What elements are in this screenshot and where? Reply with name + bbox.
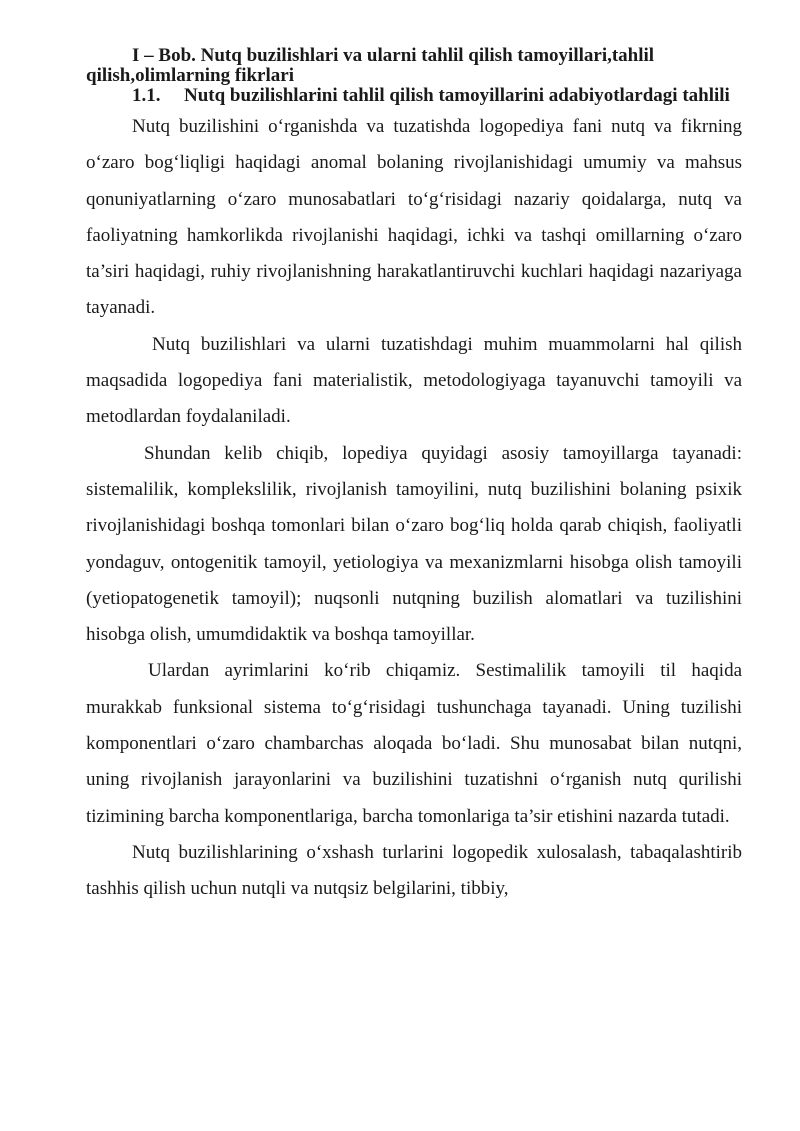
paragraph-2: Nutq buzilishlari va ularni tuzatishdagi muhim muammolarni hal qilish maqsadida logopediya fani materialistik, metodologiyaga tayanuvchi tamoyili va metodlardan foydalaniladi. — [86, 333, 742, 428]
document-page — [86, 46, 742, 908]
section-number: 1.1. — [132, 85, 161, 106]
paragraph-4: Ulardan ayrimlarini ko‘rib chiqamiz. Sestimalilik tamoyili til haqida murakkab funksional sistema to‘g‘risidagi tushunchaga tayanadi. Uning tuzilishi komponentlari o‘zaro chambarchas aloqada bo‘ladi. Shu munosabat bilan nutqni, uning rivojlanish jarayonlarini va buzilishini tuzatishni o‘rganish nutq qurilishi tizimining barcha komponentlariga, barcha tomonlariga ta’sir etishini nazarda tutadi. — [86, 660, 742, 827]
section-title: Nutq buzilishlarini tahlil qilish tamoyillarini adabiyotlardagi tahlili — [184, 85, 730, 106]
paragraph-3: Shundan kelib chiqib, lopediya quyidagi asosiy tamoyillarga tayanadi: sistemalilik, komplekslilik, rivojlanish tamoyilini, nutq buzilishini bolaning psixik rivojlanishidagi boshqa tomonlari bilan o‘zaro bog‘liq holda qarab chiqish, faoliyatli yondaguv, ontogenitik tamoyil, yetiologiya va mexanizmlarni hisobga olish tamoyili (yetiopatogenetik tamoyil); nuqsonli nutqning buzilish alomatlari va tuzilishini hisobga olish, umumdidaktik va boshqa tamoyillar. — [86, 442, 742, 646]
paragraph-1: Nutq buzilishini o‘rganishda va tuzatishda logopediya fani nutq va fikrning o‘zaro bog‘liqligi haqidagi anomal bolaning rivojlanishidagi umumiy va mahsus qonuniyatlarning o‘zaro munosabatlari to‘g‘risidagi nazariy qoidalarga, nutq va faoliyatning hamkorlikda rivojlanishi haqidagi, ichki va tashqi omillarning o‘zaro ta’siri haqidagi, ruhiy rivojlanishning harakatlantiruvchi kuchlari haqidagi nazariyaga tayanadi. — [86, 116, 742, 319]
paragraph-5: Nutq buzilishlarining o‘xshash turlarini logopedik xulosalash, tabaqalashtirib tashhis qilish uchun nutqli va nutqsiz belgilarini, tibbiy, — [86, 841, 742, 900]
section-heading — [86, 86, 742, 106]
chapter-heading: I – Bob. Nutq buzilishlari va ularni tahlil qilish tamoyillari,tahlil qilish,olimlarning fikrlari — [86, 45, 655, 86]
